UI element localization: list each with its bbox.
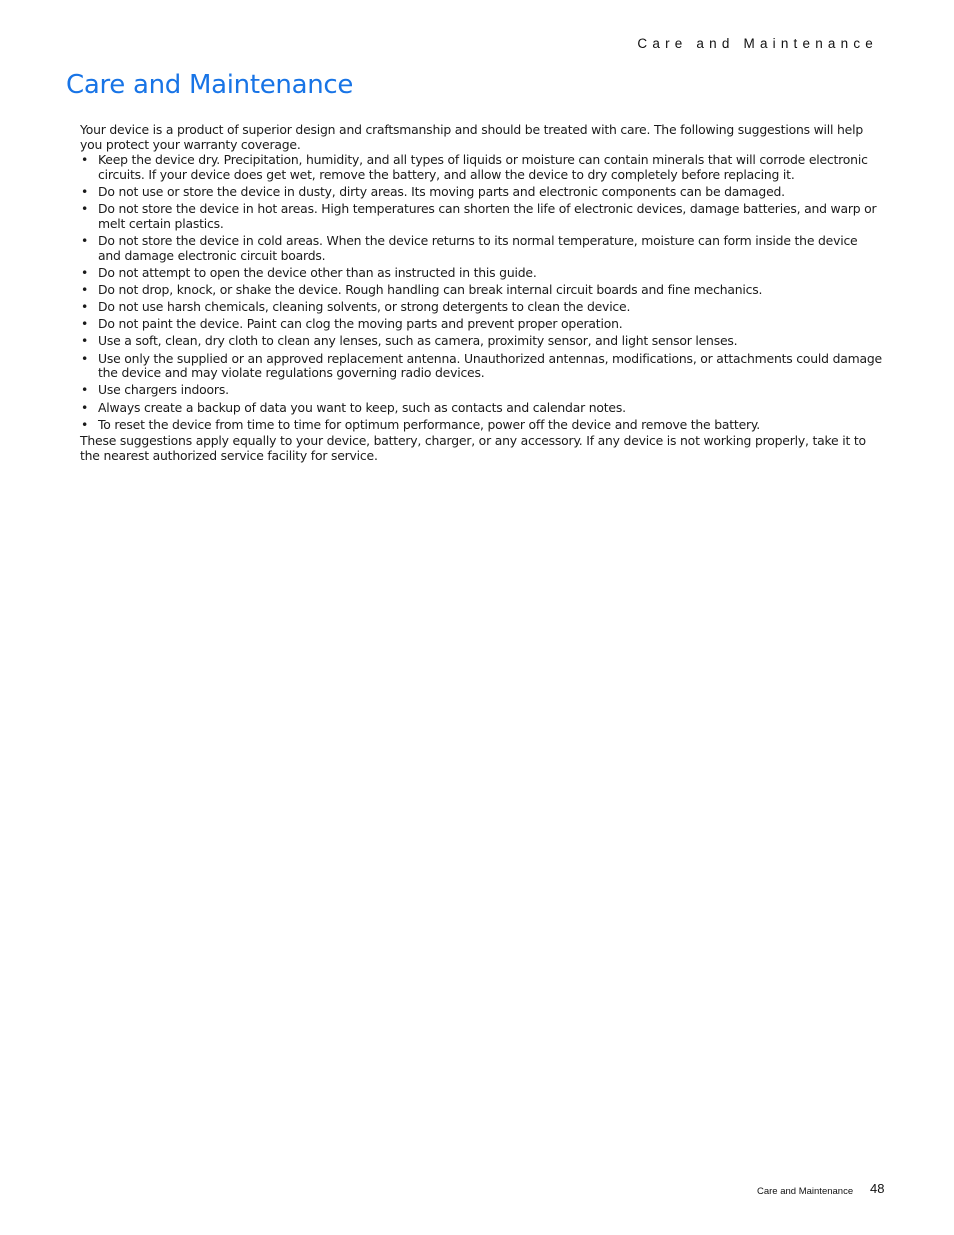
footer-section-title: Care and Maintenance [757, 1186, 854, 1197]
bullet-icon: • [81, 399, 89, 415]
list-item [80, 352, 882, 381]
list-item-text: Do not paint the device. Paint can clog the moving parts and prevent proper operation. [98, 316, 623, 332]
list-item [80, 383, 882, 398]
bullet-icon: • [81, 316, 89, 332]
bullet-icon: • [81, 299, 89, 315]
care-tips-list [80, 153, 882, 432]
bullet-icon: • [81, 183, 89, 199]
list-item-text: Do not attempt to open the device other than as instructed in this guide. [98, 264, 537, 280]
bullet-icon: • [81, 350, 89, 366]
list-item-text: To reset the device from time to time for optimum performance, power off the device and remove the battery. [98, 416, 761, 432]
list-item [80, 300, 882, 315]
list-item-text: Do not drop, knock, or shake the device. Rough handling can break internal circuit boards and fine mechanics. [98, 281, 763, 297]
bullet-icon: • [81, 152, 89, 168]
page-title: Care and Maintenance [66, 70, 354, 100]
list-item [80, 334, 882, 349]
bullet-icon: • [81, 333, 89, 349]
list-item-text: Use chargers indoors. [98, 382, 229, 398]
list-item-text: Use a soft, clean, dry cloth to clean any lenses, such as camera, proximity sensor, and light sensor lenses. [98, 333, 738, 349]
list-item-text: Do not use or store the device in dusty, dirty areas. Its moving parts and electronic components can be damaged. [98, 183, 785, 199]
list-item [80, 317, 882, 332]
closing-paragraph: These suggestions apply equally to your device, battery, charger, or any accessory. If any device is not working properly, take it to the nearest authorized service facility for service. [80, 433, 866, 463]
list-item [80, 185, 882, 200]
list-item [80, 401, 882, 416]
bullet-icon: • [81, 232, 89, 248]
list-item-text: Keep the device dry. Precipitation, humidity, and all types of liquids or moisture can contain minerals that will corrode electronic circuits. If your device does get wet, remove the battery, and allow the device to dry completely before replacing it. [98, 152, 868, 182]
list-item [80, 234, 882, 263]
page-number: 48 [870, 1181, 885, 1196]
body-content [80, 123, 882, 463]
list-item-text: Do not store the device in hot areas. High temperatures can shorten the life of electronic devices, damage batteries, and warp or melt certain plastics. [98, 201, 877, 231]
bullet-icon: • [81, 416, 89, 432]
list-item-text: Do not store the device in cold areas. When the device returns to its normal temperature, moisture can form inside the device and damage electronic circuit boards. [98, 232, 858, 263]
list-item [80, 418, 882, 433]
list-item [80, 266, 882, 281]
bullet-icon: • [81, 382, 89, 398]
list-item-text: Use only the supplied or an approved replacement antenna. Unauthorized antennas, modifications, or attachments could damage the device and may violate regulations governing radio devices. [98, 350, 882, 381]
bullet-icon: • [81, 201, 89, 217]
list-item-text: Always create a backup of data you want to keep, such as contacts and calendar notes. [98, 399, 626, 415]
list-item [80, 202, 882, 231]
list-item [80, 153, 882, 182]
list-item [80, 283, 882, 298]
bullet-icon: • [81, 264, 89, 280]
intro-paragraph: Your device is a product of superior design and craftsmanship and should be treated with care. The following suggestions will help you protect your warranty coverage. [80, 122, 863, 152]
bullet-icon: • [81, 281, 89, 297]
running-header: Care and Maintenance [637, 36, 878, 51]
list-item-text: Do not use harsh chemicals, cleaning solvents, or strong detergents to clean the device. [98, 299, 631, 315]
